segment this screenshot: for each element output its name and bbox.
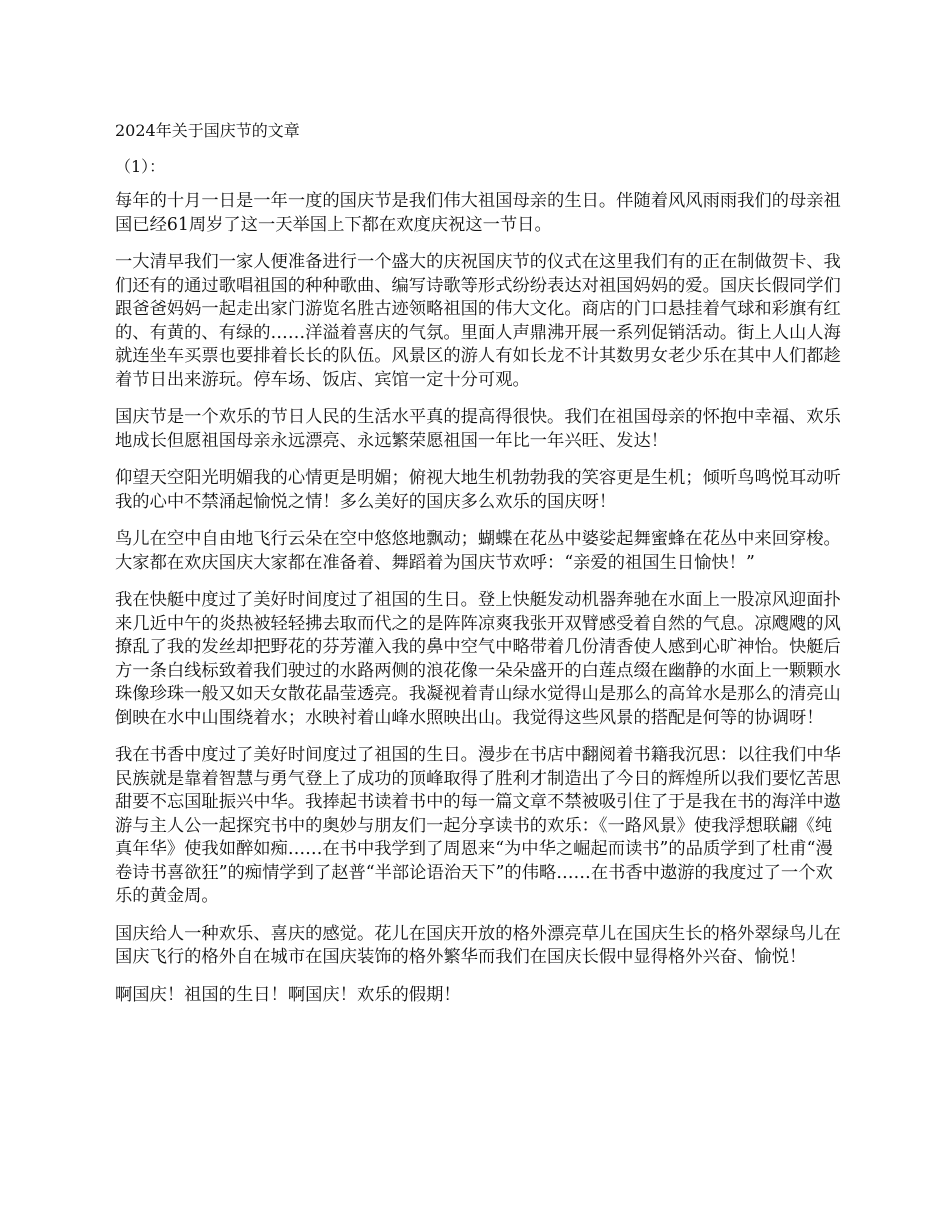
paragraph-7: 我在书香中度过了美好时间度过了祖国的生日。漫步在书店中翻阅着书籍我沉思：以往我们中华民族就是靠着智慧与勇气登上了成功的顶峰取得了胜利才制造出了今日的辉煌所以我们要忆苦思甜要不忘国耻振兴中华。我捧起书读着书中的每一篇文章不禁被吸引住了于是我在书的海洋中遨游与主人公一起探究书中的奥妙与朋友们一起分享读书的欢乐：《一路风景》使我浮想联翩《纯真年华》使我如醉如痴……在书中我学到了周恩来“为中华之崛起而读书”的品质学到了杜甫“漫卷诗书喜欲狂”的痴情学到了赵普“半部论语治天下”的伟略……在书香中遨游的我度过了一个欢乐的黄金周。 <box>115 745 841 906</box>
paragraph-4: 仰望天空阳光明媚我的心情更是明媚；俯视大地生机勃勃我的笑容更是生机；倾听鸟鸣悦耳动听我的心中不禁涌起愉悦之情！多么美好的国庆多么欢乐的国庆呀！ <box>115 468 841 512</box>
paragraph-1: 每年的十月一日是一年一度的国庆节是我们伟大祖国母亲的生日。伴随着风风雨雨我们的母亲祖国已经61周岁了这一天举国上下都在欢度庆祝这一节日。 <box>115 191 841 235</box>
document-page <box>115 118 843 1021</box>
paragraph-3: 国庆节是一个欢乐的节日人民的生活水平真的提高得很快。我们在祖国母亲的怀抱中幸福、欢乐地成长但愿祖国母亲永远漂亮、永远繁荣愿祖国一年比一年兴旺、发达！ <box>115 407 841 451</box>
paragraph-2: 一大清早我们一家人便准备进行一个盛大的庆祝国庆节的仪式在这里我们有的正在制做贺卡、我们还有的通过歌唱祖国的种种歌曲、编写诗歌等形式纷纷表达对祖国妈妈的爱。国庆长假同学们跟爸爸妈妈一起走出家门游览名胜古迹领略祖国的伟大文化。商店的门口悬挂着气球和彩旗有红的、有黄的、有绿的……洋溢着喜庆的气氛。里面人声鼎沸开展一系列促销活动。街上人山人海就连坐车买票也要排着长长的队伍。风景区的游人有如长龙不计其数男女老少乐在其中人们都趁着节日出来游玩。停车场、饭店、宾馆一定十分可观。 <box>115 252 841 390</box>
document-title: 2024年关于国庆节的文章 <box>115 121 300 140</box>
paragraph-8: 国庆给人一种欢乐、喜庆的感觉。花儿在国庆开放的格外漂亮草儿在国庆生长的格外翠绿鸟儿在国庆飞行的格外自在城市在国庆装饰的格外繁华而我们在国庆长假中显得格外兴奋、愉悦！ <box>115 923 841 967</box>
paragraph-5: 鸟儿在空中自由地飞行云朵在空中悠悠地飘动；蝴蝶在花丛中婆娑起舞蜜蜂在花丛中来回穿梭。大家都在欢庆国庆大家都在准备着、舞蹈着为国庆节欢呼：“亲爱的祖国生日愉快！” <box>115 529 841 573</box>
paragraph-6: 我在快艇中度过了美好时间度过了祖国的生日。登上快艇发动机器奔驰在水面上一股凉风迎面扑来几近中午的炎热被轻轻拂去取而代之的是阵阵凉爽我张开双臂感受着自然的气息。凉飕飕的风撩乱了我的发丝却把野花的芬芳灌入我的鼻中空气中略带着几份清香使人感到心旷神怡。快艇后方一条白线标致着我们驶过的水路两侧的浪花像一朵朵盛开的白莲点缀在幽静的水面上一颗颗水珠像珍珠一般又如天女散花晶莹透亮。我凝视着青山绿水觉得山是那么的高耸水是那么的清亮山倒映在水中山围绕着水；水映衬着山峰水照映出山。我觉得这些风景的搭配是何等的协调呀！ <box>115 590 841 728</box>
paragraph-9: 啊国庆！祖国的生日！啊国庆！欢乐的假期！ <box>115 984 461 1005</box>
section-label: （1）： <box>115 157 166 176</box>
